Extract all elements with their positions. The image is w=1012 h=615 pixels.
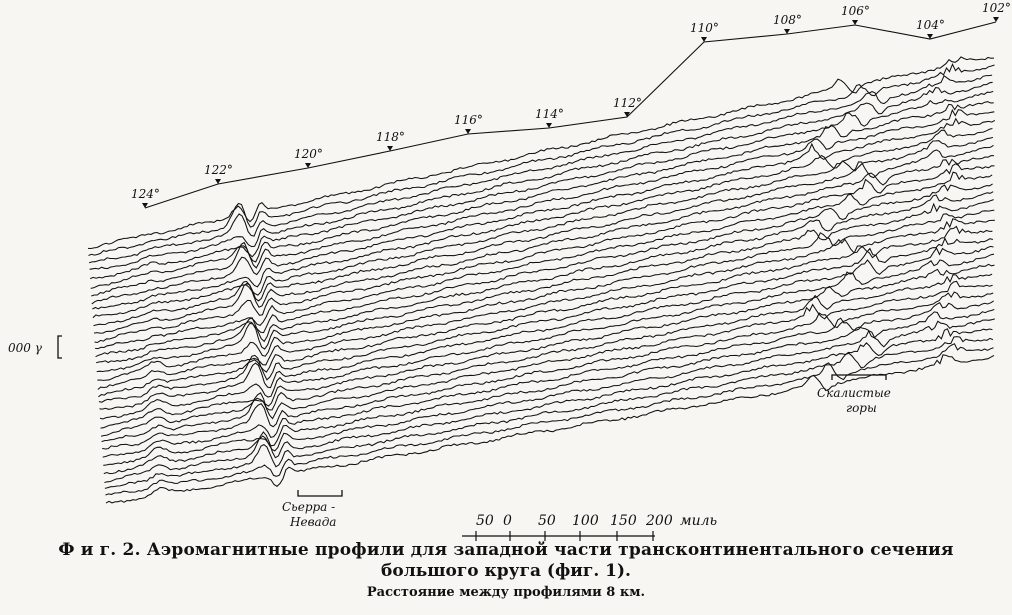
longitude-marker	[465, 129, 471, 134]
longitude-label: 120°	[294, 147, 323, 161]
profile-trace	[103, 301, 994, 457]
longitude-label: 110°	[690, 21, 719, 35]
profile-trace	[89, 64, 995, 255]
scale-tick-label-1: 0	[503, 513, 512, 529]
longitude-label: 114°	[535, 107, 564, 121]
profile-trace	[95, 172, 992, 348]
magnetic-profiles	[88, 22, 996, 503]
sierra-nevada-bracket	[298, 490, 342, 496]
profile-trace	[106, 355, 994, 503]
profile-trace	[92, 119, 995, 304]
unit-label: 000 γ	[8, 341, 42, 355]
scale-tick-label-0: 50	[476, 513, 494, 529]
longitude-label: 102°	[982, 1, 1011, 15]
longitude-label: 106°	[841, 4, 870, 18]
caption-line-3: Расстояние между профилями 8 км.	[366, 585, 646, 600]
sierra-nevada-label-1: Сьерра -	[282, 500, 336, 514]
profile-trace	[102, 281, 993, 441]
distance-scale	[462, 513, 717, 541]
scale-tick-label-2: 50	[538, 513, 556, 529]
scale-tick-label-3: 100	[572, 513, 599, 529]
longitude-label: 108°	[773, 13, 802, 27]
longitude-label: 112°	[613, 96, 642, 110]
scale-tick-label-4: 150	[610, 513, 637, 529]
longitude-markers	[131, 1, 1011, 208]
longitude-marker	[993, 17, 999, 22]
profile-trace	[97, 200, 994, 372]
scale-unit-label: миль	[680, 513, 718, 529]
caption-line-2: большого круга (фиг. 1).	[381, 561, 631, 581]
longitude-label: 124°	[131, 187, 160, 201]
figure-caption	[0, 540, 1012, 600]
rocky-mountains-label-1: Скалистые	[817, 386, 891, 400]
caption-line-1: Ф и г. 2. Аэромагнитные профили для западной части трансконтинентального сечения	[58, 540, 954, 560]
profile-trace	[97, 210, 994, 380]
longitude-label: 104°	[916, 18, 945, 32]
longitude-label: 118°	[376, 130, 405, 144]
unit-bracket	[58, 336, 62, 358]
rocky-mountains-label-2: горы	[846, 401, 877, 415]
profile-trace	[95, 164, 995, 343]
reference-profile	[145, 22, 996, 208]
longitude-label: 122°	[204, 163, 233, 177]
profile-trace	[91, 102, 994, 289]
sierra-nevada-label-2: Невада	[290, 515, 337, 529]
scale-tick-label-5: 200	[646, 513, 673, 529]
longitude-marker	[852, 20, 858, 25]
longitude-label: 116°	[454, 113, 483, 127]
